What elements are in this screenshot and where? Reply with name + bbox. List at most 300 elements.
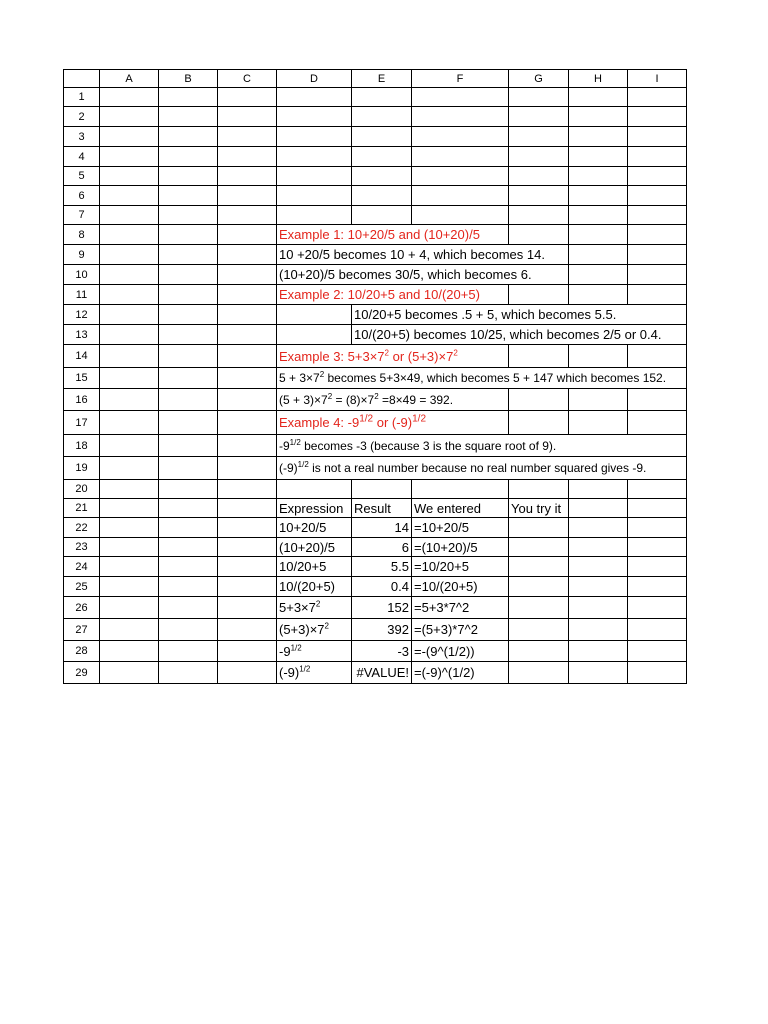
cell[interactable] — [628, 499, 687, 518]
formula-cell[interactable]: =5+3*7^2 — [412, 597, 509, 619]
text: -9 — [279, 438, 290, 453]
column-header-i[interactable]: I — [628, 70, 687, 88]
cell[interactable] — [159, 147, 218, 167]
cell[interactable] — [569, 107, 628, 127]
example-3-line-2[interactable] — [277, 389, 509, 411]
cell[interactable] — [509, 285, 569, 305]
row-header[interactable]: 21 — [64, 499, 100, 518]
text: (-9) — [279, 461, 298, 475]
cell[interactable] — [412, 480, 509, 499]
example-1-heading[interactable]: Example 1: 10+20/5 and (10+20)/5 — [277, 225, 509, 245]
cell[interactable] — [628, 480, 687, 499]
cell[interactable] — [569, 225, 628, 245]
cell[interactable] — [218, 88, 277, 107]
row-header[interactable]: 8 — [64, 225, 100, 245]
cell[interactable] — [218, 368, 277, 389]
table-row — [64, 538, 687, 557]
expression-cell[interactable]: (10+20)/5 — [277, 538, 352, 557]
cell[interactable] — [509, 480, 569, 499]
cell[interactable] — [100, 186, 159, 206]
text: (5+3)×7 — [279, 622, 325, 637]
cell[interactable] — [100, 457, 159, 480]
cell[interactable] — [159, 662, 218, 684]
cell[interactable] — [218, 345, 277, 368]
cell[interactable] — [569, 619, 628, 641]
row-header[interactable]: 19 — [64, 457, 100, 480]
you-try-it-header[interactable]: You try it — [509, 499, 569, 518]
cell[interactable] — [569, 641, 628, 662]
expression-cell[interactable] — [277, 619, 352, 641]
cell[interactable] — [159, 457, 218, 480]
cell[interactable] — [100, 480, 159, 499]
formula-cell[interactable]: =10/20+5 — [412, 557, 509, 577]
cell[interactable] — [277, 305, 352, 325]
example-3-heading[interactable] — [277, 345, 509, 368]
cell[interactable] — [159, 285, 218, 305]
cell[interactable] — [352, 107, 412, 127]
cell[interactable] — [509, 345, 569, 368]
cell[interactable] — [100, 619, 159, 641]
row-header[interactable]: 24 — [64, 557, 100, 577]
cell[interactable] — [569, 88, 628, 107]
try-cell[interactable] — [509, 518, 569, 538]
cell[interactable] — [569, 147, 628, 167]
exponent: 1/2 — [412, 413, 427, 425]
cell[interactable] — [352, 88, 412, 107]
formula-cell[interactable]: =10+20/5 — [412, 518, 509, 538]
row-header[interactable]: 6 — [64, 186, 100, 206]
text: becomes -3 (because 3 is the square root of 9). — [300, 438, 557, 453]
formula-cell[interactable]: =(5+3)*7^2 — [412, 619, 509, 641]
cell[interactable] — [628, 619, 687, 641]
spreadsheet-grid — [63, 69, 687, 684]
cell[interactable] — [277, 325, 352, 345]
cell[interactable] — [628, 186, 687, 206]
formula-cell[interactable]: =(10+20)/5 — [412, 538, 509, 557]
table-row — [64, 597, 687, 619]
example-3-line-1[interactable] — [277, 368, 687, 389]
cell[interactable] — [100, 597, 159, 619]
row-header[interactable]: 26 — [64, 597, 100, 619]
row-header[interactable]: 11 — [64, 285, 100, 305]
cell[interactable] — [100, 305, 159, 325]
column-header-f[interactable]: F — [412, 70, 509, 88]
cell[interactable] — [218, 518, 277, 538]
row-header[interactable]: 28 — [64, 641, 100, 662]
try-cell[interactable] — [509, 662, 569, 684]
cell[interactable] — [100, 641, 159, 662]
cell[interactable] — [569, 206, 628, 225]
cell[interactable] — [277, 186, 352, 206]
cell[interactable] — [628, 577, 687, 597]
cell[interactable] — [100, 389, 159, 411]
result-cell[interactable]: #VALUE! — [352, 662, 412, 684]
example-4-line-1[interactable] — [277, 435, 687, 457]
cell[interactable] — [569, 597, 628, 619]
table-row — [64, 557, 687, 577]
cell[interactable] — [569, 499, 628, 518]
exponent: 2 — [384, 348, 389, 358]
expression-cell[interactable] — [277, 662, 352, 684]
table-row — [64, 577, 687, 597]
row-header[interactable]: 15 — [64, 368, 100, 389]
expression-cell[interactable]: 10/20+5 — [277, 557, 352, 577]
result-cell[interactable]: -3 — [352, 641, 412, 662]
row-header[interactable]: 29 — [64, 662, 100, 684]
cell[interactable] — [100, 88, 159, 107]
cell[interactable] — [628, 245, 687, 265]
cell[interactable] — [218, 389, 277, 411]
cell[interactable] — [412, 186, 509, 206]
cell[interactable] — [159, 557, 218, 577]
cell[interactable] — [218, 662, 277, 684]
cell[interactable] — [628, 345, 687, 368]
cell[interactable] — [277, 147, 352, 167]
cell[interactable] — [352, 480, 412, 499]
cell[interactable] — [100, 577, 159, 597]
column-header-d[interactable]: D — [277, 70, 352, 88]
example-1-line-1[interactable]: 10 +20/5 becomes 10 + 4, which becomes 14. — [277, 245, 569, 265]
cell[interactable] — [100, 499, 159, 518]
cell[interactable] — [569, 577, 628, 597]
cell[interactable] — [509, 225, 569, 245]
cell[interactable] — [569, 480, 628, 499]
text: 5+3×7 — [279, 600, 316, 615]
cell[interactable] — [100, 345, 159, 368]
column-header-a[interactable]: A — [100, 70, 159, 88]
exponent: 1/2 — [297, 460, 309, 469]
expression-cell[interactable]: 10+20/5 — [277, 518, 352, 538]
row-header[interactable]: 2 — [64, 107, 100, 127]
cell[interactable] — [509, 127, 569, 147]
cell[interactable] — [509, 389, 569, 411]
cell[interactable] — [352, 167, 412, 186]
exponent: 2 — [315, 599, 321, 609]
cell[interactable] — [159, 345, 218, 368]
cell[interactable] — [218, 597, 277, 619]
cell[interactable] — [218, 457, 277, 480]
cell[interactable] — [218, 435, 277, 457]
formula-cell[interactable]: =-(9^(1/2)) — [412, 641, 509, 662]
cell[interactable] — [628, 285, 687, 305]
cell[interactable] — [628, 641, 687, 662]
exponent: 1/2 — [289, 437, 301, 447]
cell[interactable] — [218, 641, 277, 662]
table-row — [64, 518, 687, 538]
cell[interactable] — [218, 325, 277, 345]
try-cell[interactable] — [509, 538, 569, 557]
text: -9 — [279, 643, 291, 659]
row-header[interactable]: 13 — [64, 325, 100, 345]
cell[interactable] — [628, 389, 687, 411]
row-header[interactable]: 9 — [64, 245, 100, 265]
cell[interactable] — [100, 225, 159, 245]
text: is not a real number because no real number squared gives -9. — [308, 461, 647, 475]
we-entered-header[interactable]: We entered — [412, 499, 509, 518]
example-3-heading-text-b: or (5+3)×7 — [388, 348, 454, 364]
try-cell[interactable] — [509, 619, 569, 641]
cell[interactable] — [412, 206, 509, 225]
row-header[interactable]: 7 — [64, 206, 100, 225]
example-4-heading-text-b: or (-9) — [373, 415, 413, 430]
row-header[interactable]: 1 — [64, 88, 100, 107]
result-cell[interactable]: 0.4 — [352, 577, 412, 597]
example-2-line-2[interactable]: 10/(20+5) becomes 10/25, which becomes 2/5 or 0.4. — [352, 325, 687, 345]
cell[interactable] — [569, 389, 628, 411]
cell[interactable] — [628, 411, 687, 435]
formula-cell[interactable]: =(-9)^(1/2) — [412, 662, 509, 684]
cell[interactable] — [218, 499, 277, 518]
cell[interactable] — [569, 538, 628, 557]
exponent: 2 — [324, 621, 329, 631]
row-header[interactable]: 12 — [64, 305, 100, 325]
row-header[interactable]: 14 — [64, 345, 100, 368]
cell[interactable] — [277, 480, 352, 499]
cell[interactable] — [159, 88, 218, 107]
text: (-9) — [279, 665, 300, 680]
cell[interactable] — [412, 107, 509, 127]
row-header[interactable]: 3 — [64, 127, 100, 147]
cell[interactable] — [628, 225, 687, 245]
cell[interactable] — [412, 167, 509, 186]
cell[interactable] — [628, 662, 687, 684]
example-4-heading[interactable] — [277, 411, 509, 435]
cell[interactable] — [159, 186, 218, 206]
cell[interactable] — [218, 167, 277, 186]
cell[interactable] — [159, 107, 218, 127]
column-header-c[interactable]: C — [218, 70, 277, 88]
example-2-line-1[interactable]: 10/20+5 becomes .5 + 5, which becomes 5.5. — [352, 305, 687, 325]
row-header[interactable]: 27 — [64, 619, 100, 641]
cell[interactable] — [159, 480, 218, 499]
cell[interactable] — [628, 597, 687, 619]
result-cell[interactable]: 5.5 — [352, 557, 412, 577]
cell[interactable] — [218, 411, 277, 435]
cell[interactable] — [277, 127, 352, 147]
corner-cell[interactable] — [64, 70, 100, 88]
cell[interactable] — [569, 245, 628, 265]
text: (5 + 3)×7 — [279, 392, 328, 407]
column-header-h[interactable]: H — [569, 70, 628, 88]
cell[interactable] — [628, 127, 687, 147]
row-header[interactable]: 23 — [64, 538, 100, 557]
cell[interactable] — [569, 167, 628, 186]
cell[interactable] — [569, 265, 628, 285]
cell[interactable] — [159, 245, 218, 265]
cell[interactable] — [218, 480, 277, 499]
try-cell[interactable] — [509, 557, 569, 577]
row-header[interactable]: 10 — [64, 265, 100, 285]
cell[interactable] — [569, 518, 628, 538]
cell[interactable] — [218, 285, 277, 305]
cell[interactable] — [509, 88, 569, 107]
result-cell[interactable]: 14 — [352, 518, 412, 538]
cell[interactable] — [159, 325, 218, 345]
row-header[interactable]: 16 — [64, 389, 100, 411]
cell[interactable] — [509, 186, 569, 206]
cell[interactable] — [352, 127, 412, 147]
cell[interactable] — [218, 245, 277, 265]
formula-cell[interactable]: =10/(20+5) — [412, 577, 509, 597]
cell[interactable] — [159, 518, 218, 538]
cell[interactable] — [628, 167, 687, 186]
cell[interactable] — [159, 225, 218, 245]
cell[interactable] — [159, 597, 218, 619]
exponent: 1/2 — [299, 664, 311, 674]
exponent: 2 — [327, 391, 333, 401]
row-header[interactable]: 18 — [64, 435, 100, 457]
cell[interactable] — [100, 411, 159, 435]
text: = (8)×7 — [332, 392, 375, 407]
cell[interactable] — [569, 285, 628, 305]
cell[interactable] — [628, 107, 687, 127]
cell[interactable] — [569, 127, 628, 147]
cell[interactable] — [159, 411, 218, 435]
cell[interactable] — [159, 499, 218, 518]
example-2-heading[interactable]: Example 2: 10/20+5 and 10/(20+5) — [277, 285, 509, 305]
cell[interactable] — [569, 557, 628, 577]
result-header[interactable]: Result — [352, 499, 412, 518]
cell[interactable] — [100, 435, 159, 457]
row-header[interactable]: 22 — [64, 518, 100, 538]
cell[interactable] — [569, 662, 628, 684]
cell[interactable] — [352, 206, 412, 225]
cell[interactable] — [277, 107, 352, 127]
cell[interactable] — [159, 206, 218, 225]
cell[interactable] — [218, 305, 277, 325]
cell[interactable] — [159, 305, 218, 325]
cell[interactable] — [159, 577, 218, 597]
example-3-heading-text-a: Example 3: 5+3×7 — [279, 348, 385, 364]
column-header-g[interactable]: G — [509, 70, 569, 88]
expression-header[interactable]: Expression — [277, 499, 352, 518]
cell[interactable] — [218, 107, 277, 127]
cell[interactable] — [277, 206, 352, 225]
cell[interactable] — [277, 167, 352, 186]
example-4-line-2[interactable] — [277, 457, 687, 480]
cell[interactable] — [100, 147, 159, 167]
cell[interactable] — [159, 127, 218, 147]
cell[interactable] — [628, 518, 687, 538]
result-cell[interactable]: 152 — [352, 597, 412, 619]
cell[interactable] — [100, 557, 159, 577]
cell[interactable] — [218, 186, 277, 206]
table-row — [64, 662, 687, 684]
cell[interactable] — [509, 107, 569, 127]
cell[interactable] — [100, 325, 159, 345]
cell[interactable] — [100, 538, 159, 557]
cell[interactable] — [100, 662, 159, 684]
cell[interactable] — [569, 186, 628, 206]
cell[interactable] — [218, 127, 277, 147]
cell[interactable] — [218, 619, 277, 641]
cell[interactable] — [569, 345, 628, 368]
example-1-line-2[interactable]: (10+20)/5 becomes 30/5, which becomes 6. — [277, 265, 569, 285]
cell[interactable] — [509, 167, 569, 186]
cell[interactable] — [352, 147, 412, 167]
result-cell[interactable]: 392 — [352, 619, 412, 641]
cell[interactable] — [100, 107, 159, 127]
exponent: 2 — [453, 348, 458, 358]
cell[interactable] — [100, 368, 159, 389]
cell[interactable] — [628, 538, 687, 557]
try-cell[interactable] — [509, 597, 569, 619]
row-header[interactable]: 17 — [64, 411, 100, 435]
try-cell[interactable] — [509, 577, 569, 597]
cell[interactable] — [100, 245, 159, 265]
cell[interactable] — [100, 206, 159, 225]
cell[interactable] — [412, 147, 509, 167]
cell[interactable] — [100, 518, 159, 538]
cell[interactable] — [159, 641, 218, 662]
table-row — [64, 641, 687, 662]
row-header[interactable]: 4 — [64, 147, 100, 167]
cell[interactable] — [100, 285, 159, 305]
cell[interactable] — [218, 225, 277, 245]
column-header-e[interactable]: E — [352, 70, 412, 88]
text: becomes 5+3×49, which becomes 5 + 147 which becomes 152. — [324, 371, 667, 385]
row-header[interactable]: 5 — [64, 167, 100, 186]
row-header[interactable]: 20 — [64, 480, 100, 499]
cell[interactable] — [628, 265, 687, 285]
cell[interactable] — [218, 147, 277, 167]
exponent: 2 — [319, 370, 325, 379]
cell[interactable] — [159, 435, 218, 457]
cell[interactable] — [100, 265, 159, 285]
row-header[interactable]: 25 — [64, 577, 100, 597]
cell[interactable] — [412, 127, 509, 147]
result-cell[interactable]: 6 — [352, 538, 412, 557]
cell[interactable] — [218, 557, 277, 577]
cell[interactable] — [159, 265, 218, 285]
cell[interactable] — [277, 88, 352, 107]
cell[interactable] — [218, 206, 277, 225]
cell[interactable] — [218, 577, 277, 597]
cell[interactable] — [352, 186, 412, 206]
cell[interactable] — [569, 411, 628, 435]
expression-cell[interactable]: 10/(20+5) — [277, 577, 352, 597]
text: 5 + 3×7 — [279, 371, 320, 385]
cell[interactable] — [159, 538, 218, 557]
cell[interactable] — [509, 411, 569, 435]
cell[interactable] — [100, 127, 159, 147]
table-row — [64, 619, 687, 641]
cell[interactable] — [159, 619, 218, 641]
example-4-heading-text-a: Example 4: -9 — [279, 415, 360, 430]
cell[interactable] — [159, 167, 218, 186]
cell[interactable] — [628, 206, 687, 225]
cell[interactable] — [628, 147, 687, 167]
cell[interactable] — [628, 88, 687, 107]
text: =8×49 = 392. — [378, 392, 454, 407]
cell[interactable] — [159, 368, 218, 389]
cell[interactable] — [100, 167, 159, 186]
column-header-row — [64, 70, 687, 88]
exponent: 1/2 — [290, 643, 302, 653]
cell[interactable] — [218, 265, 277, 285]
cell[interactable] — [509, 206, 569, 225]
cell[interactable] — [628, 557, 687, 577]
expression-cell[interactable] — [277, 597, 352, 619]
expression-cell[interactable] — [277, 641, 352, 662]
cell[interactable] — [509, 147, 569, 167]
cell[interactable] — [159, 389, 218, 411]
cell[interactable] — [412, 88, 509, 107]
try-cell[interactable] — [509, 641, 569, 662]
column-header-b[interactable]: B — [159, 70, 218, 88]
cell[interactable] — [218, 538, 277, 557]
exponent: 2 — [374, 391, 379, 401]
